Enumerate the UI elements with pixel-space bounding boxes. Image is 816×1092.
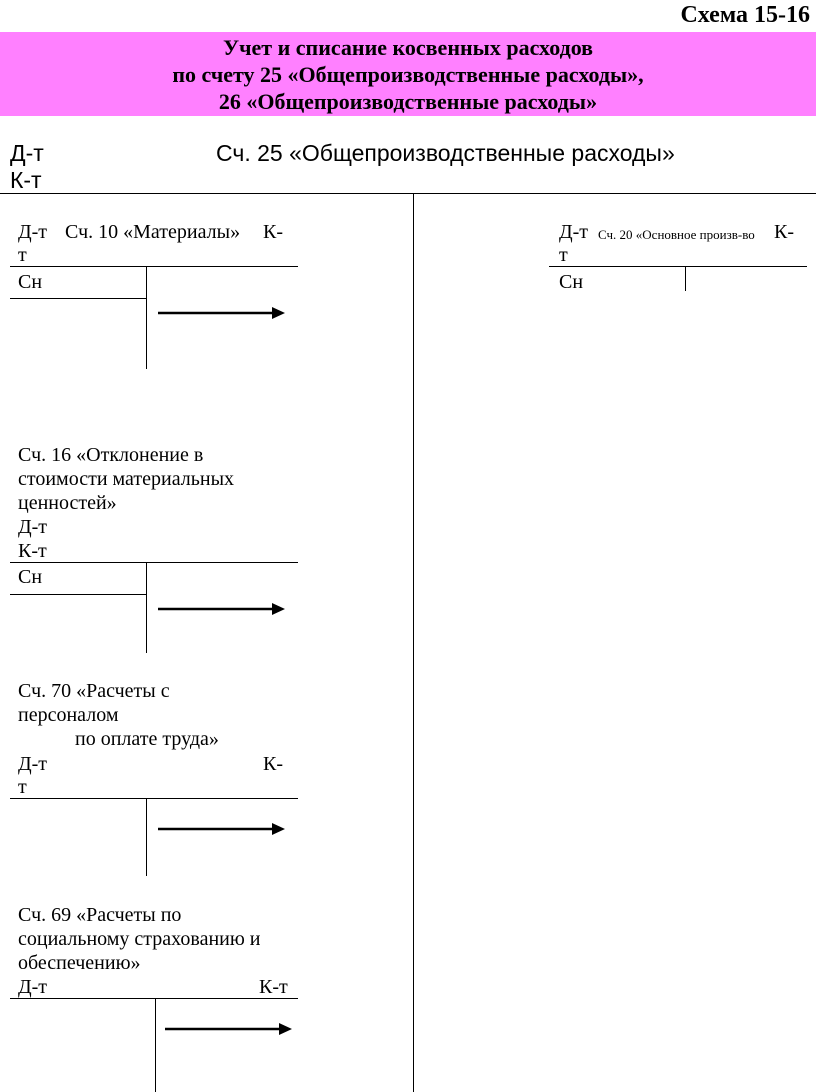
acc16-debit-label: Д-т <box>18 516 48 538</box>
main-debit-label: Д-т <box>10 140 44 166</box>
acc70-debit-label: Д-т <box>18 753 48 775</box>
main-account-name: Сч. 25 «Общепроизводственные расходы» <box>216 140 675 166</box>
acc20-t-horizontal <box>549 266 807 267</box>
acc16-t-vertical <box>146 562 147 653</box>
acc10-name: Сч. 10 «Материалы» <box>65 221 241 243</box>
acc69-t-horizontal <box>10 998 298 999</box>
acc70-name-line-1: Сч. 70 «Расчеты с <box>18 680 170 702</box>
acc10-credit-label-a: К- <box>263 221 283 243</box>
acc16-name-line-1: Сч. 16 «Отклонение в <box>18 444 204 466</box>
acc70-credit-label-a: К- <box>263 753 283 775</box>
acc69-name-line-3: обеспечению» <box>18 952 141 974</box>
acc10-balance-underline <box>10 298 146 299</box>
acc70-name-line-2: персоналом <box>18 704 119 726</box>
acc16-name-line-3: ценностей» <box>18 492 117 514</box>
acc20-opening-balance: Сн <box>559 271 584 293</box>
acc16-arrow <box>158 599 288 619</box>
scheme-label: Схема 15-16 <box>680 2 810 28</box>
acc16-opening-balance: Сн <box>18 566 43 588</box>
title-line-3: 26 «Общепроизводственные расходы» <box>218 88 598 114</box>
acc10-debit-label: Д-т <box>18 221 48 243</box>
acc70-credit-label-b: т <box>18 776 27 798</box>
acc16-t-horizontal <box>10 562 298 563</box>
acc70-t-vertical <box>146 798 147 876</box>
acc20-credit-label-b: т <box>559 244 568 266</box>
acc10-t-horizontal <box>10 266 298 267</box>
acc69-arrow <box>165 1019 295 1039</box>
main-t-vertical <box>413 193 414 1092</box>
acc69-name-line-1: Сч. 69 «Расчеты по <box>18 904 182 926</box>
acc69-credit-label: К-т <box>259 976 288 998</box>
acc70-t-horizontal <box>10 798 298 799</box>
acc69-name-line-2: социальному страхованию и <box>18 928 261 950</box>
title-banner <box>0 32 816 116</box>
acc10-opening-balance: Сн <box>18 271 43 293</box>
title-line-2: по счету 25 «Общепроизводственные расходы», <box>172 61 644 87</box>
acc16-credit-label: К-т <box>18 540 47 562</box>
acc20-name: Сч. 20 «Основное произв-во <box>598 227 755 242</box>
acc20-debit-label: Д-т <box>559 221 589 243</box>
acc70-arrow <box>158 819 288 839</box>
title-line-1: Учет и списание косвенных расходов <box>222 34 594 60</box>
acc10-t-vertical <box>146 266 147 369</box>
acc10-credit-label-b: т <box>18 244 27 266</box>
acc69-t-vertical <box>155 998 156 1092</box>
acc69-debit-label: Д-т <box>18 976 48 998</box>
acc16-name-line-2: стоимости материальных <box>18 468 235 490</box>
acc70-name-line-3: по оплате труда» <box>75 728 219 750</box>
main-t-horizontal <box>0 193 816 194</box>
acc20-t-vertical <box>685 266 686 291</box>
acc10-arrow <box>158 303 288 323</box>
acc16-balance-underline <box>10 594 146 595</box>
main-credit-label: К-т <box>10 167 42 193</box>
acc20-credit-label-a: К- <box>774 221 794 243</box>
